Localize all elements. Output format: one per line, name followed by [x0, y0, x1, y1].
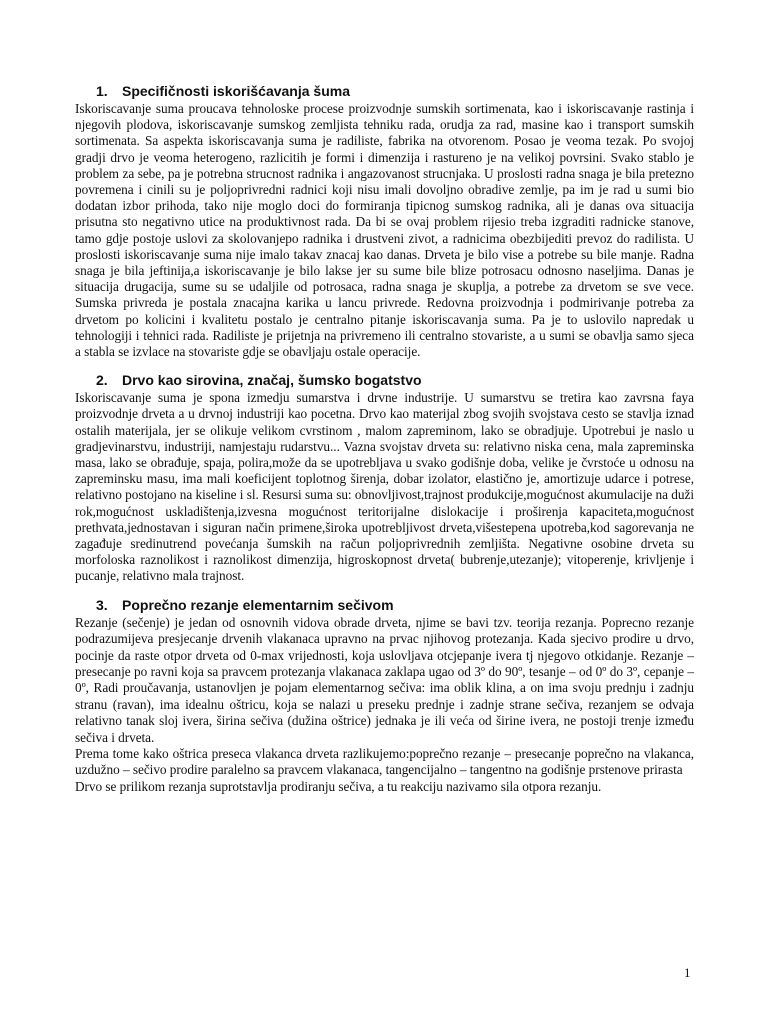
section-paragraph: Rezanje (sečenje) je jedan od osnovnih vidova obrade drveta, njime se bavi tzv. teorija rezanja. Poprecno rezanje podrazumijeva presjecanje drvenih vlakanaca upravno na prvac njihovog protezanja. Kada sjecivo prodire u drvo, pocinje da raste otpor drveta od 0-max vrijednosti, koja uslovljava otcjepanje ivera tj njegovo otkidanje. Rezanje – presecanje po ravni koja sa pravcem protezanja vlakanaca zaklapa ugao od 3º do 90º, tesanje – od 0º do 3º, cepanje – 0º, Radi proučavanja, ustanovljen je pojam elementarnog sečiva: ima oblik klina, a on ima svoju prednju i zadnju stranu (ravan), ima idealnu oštricu, koja se nalazi u preseku prednje i zadnje strane sečiva, rezanjem se odvaja relativno tanak sloj ivera, širina sečiva (dužina oštrice) jednaka je ili veća od širine ivera, ne postoji trenje između sečiva i drveta.	[75, 614, 694, 745]
page-number: 1	[684, 965, 691, 980]
section-paragraph: Prema tome kako oštrica preseca vlakanca drveta razlikujemo:poprečno rezanje – presecanje poprečno na vlakanca, uzdužno – sečivo prodire paralelno sa pravcem vlakanaca, tangencijalno – tangentno na godišnje prstenove prirasta	[75, 745, 694, 778]
section-1	[75, 82, 694, 360]
section-paragraph: Iskoriscavanje suma proucava tehnoloske procese proizvodnje sumskih sortimenata, kao i iskoriscavanje rastinja i njegovih plodova, iskoriscavanje sumskog zemljista tehniku rada, orudja za rad, masine kao i transport sumskih sortimenata. Sa aspekta iskoriscavanja suma je radiliste, fabrika na otvorenom. Posao je veoma tezak. Po svojoj gradji drvo je veoma heterogeno, razlicitih je formi i dimenzija i rastureno je na velikoj povrsini. Svako stablo je problem za sebe, pa je potrebna strucnost radnika i angazovanost strucnjaka. U proslosti radna snaga je bila pretezno povremena i cinili su je poljoprivredni radnici koji nisu imali dovoljno obradive zemlje, pa im je rad u sumi bio dodatan izbor prihoda, tako nije moglo doci do formiranja tipicnog sumskog radnika, ali je danas ova situacija prisutna sto negativno utice na produktivnost rada. Da bi se ovaj problem rijesio treba izgraditi radnicke stanove, tamo gdje postoje uslovi za skolovanjepo radnika i drustveni zivot, a radnicima obezbijediti prevoz do radilista. U proslosti iskoriscavanje suma nije imalo takav znacaj kao danas. Drveta je bilo vise a potrebe su bile manje. Radna snaga je bila jeftinija,a iskoriscavanje je bilo lakse jer su sume bile blize potrosacu odnosno naseljima. Danas je situacija drugacija, sume su se udaljile od potrosaca, radna snaga je skuplja, a potrebe za drvetom se sve vece. Sumska privreda je postala znacajna karika u lancu privrede. Redovna proizvodnja i podmirivanje potreba za drvetom po kolicini i kvalitetu postalo je centralno pitanje iskoriscavanja suma. Pa je to uslovilo napredak u tehnologiji i tehnici rada. Radiliste je prijetnja na privremeno ili centralno stovariste, a u sumi se obavlja samo sjeca a stabla se izvlace na stovariste gdje se obavljaju ostale operacije.	[75, 101, 694, 360]
section-3	[75, 596, 694, 795]
document-page	[75, 82, 694, 806]
section-number: 2.	[96, 372, 108, 389]
section-heading	[96, 82, 694, 100]
section-heading	[96, 596, 694, 614]
section-title: Specifičnosti iskorišćavanja šuma	[122, 83, 350, 99]
section-title: Drvo kao sirovina, značaj, šumsko bogatstvo	[122, 372, 422, 389]
section-paragraph: Iskoriscavanje suma je spona izmedju sumarstva i drvne industrije. U sumarstvu se tretira kao zavrsna faya proizvodnje drveta a u drvnoj industriji kao pocetna. Drvo kao materijal zbog svojih svojstava cesto se stavlja iznad ostalih materijala, jer se olikuje velikom cvrstinom , malom zapreminom, lako se obradjuje. Upotrebui je naslo u gradjevinarstvu, industriji, namjestaju rudarstvu... Vazna svojstav drveta su: relativno niska cena, mala zapreminska masa, lako se obrađuje, spaja, polira,može da se upotrebljava u svako godišnje doba, velike je čvrstoće u odnosu na zapreminsku masu, ima mali koeficijent toplotnog širenja, dobar izolator, elastično je, amortizuje udarce i potrese, relativno postojano na kiseline i sl. Resursi suma su: obnovljivost,trajnost produkcije,mogućnost akumulacije na duži rok,mogućnost uskladištenja,izvesna mogućnost teritorijalne dislokacije i proširenja kapaciteta,mogućnost prethvata,jednostavan i siguran način primene,široka upotrebljivost drveta,višestepena upotreba,kod sagorevanja ne zagađuje sredinutrend povećanja šumskih na račun poljoprivrednih zemljišta. Negativne osobine drveta su morfoloska raznolikost i raznolikost dimenzija, higroskopnost drveta( bubrenje,utezanje); vitoperenje, krivljenje i pucanje, relativno mala trajnost.	[75, 390, 694, 584]
section-heading	[96, 371, 694, 389]
section-number: 1.	[96, 83, 108, 99]
section-title: Poprečno rezanje elementarnim sečivom	[122, 596, 394, 613]
section-number: 3.	[96, 596, 108, 613]
section-2	[75, 371, 694, 584]
section-paragraph: Drvo se prilikom rezanja suprotstavlja prodiranju sečiva, a tu reakciju nazivamo sila otpora rezanju.	[75, 778, 602, 794]
